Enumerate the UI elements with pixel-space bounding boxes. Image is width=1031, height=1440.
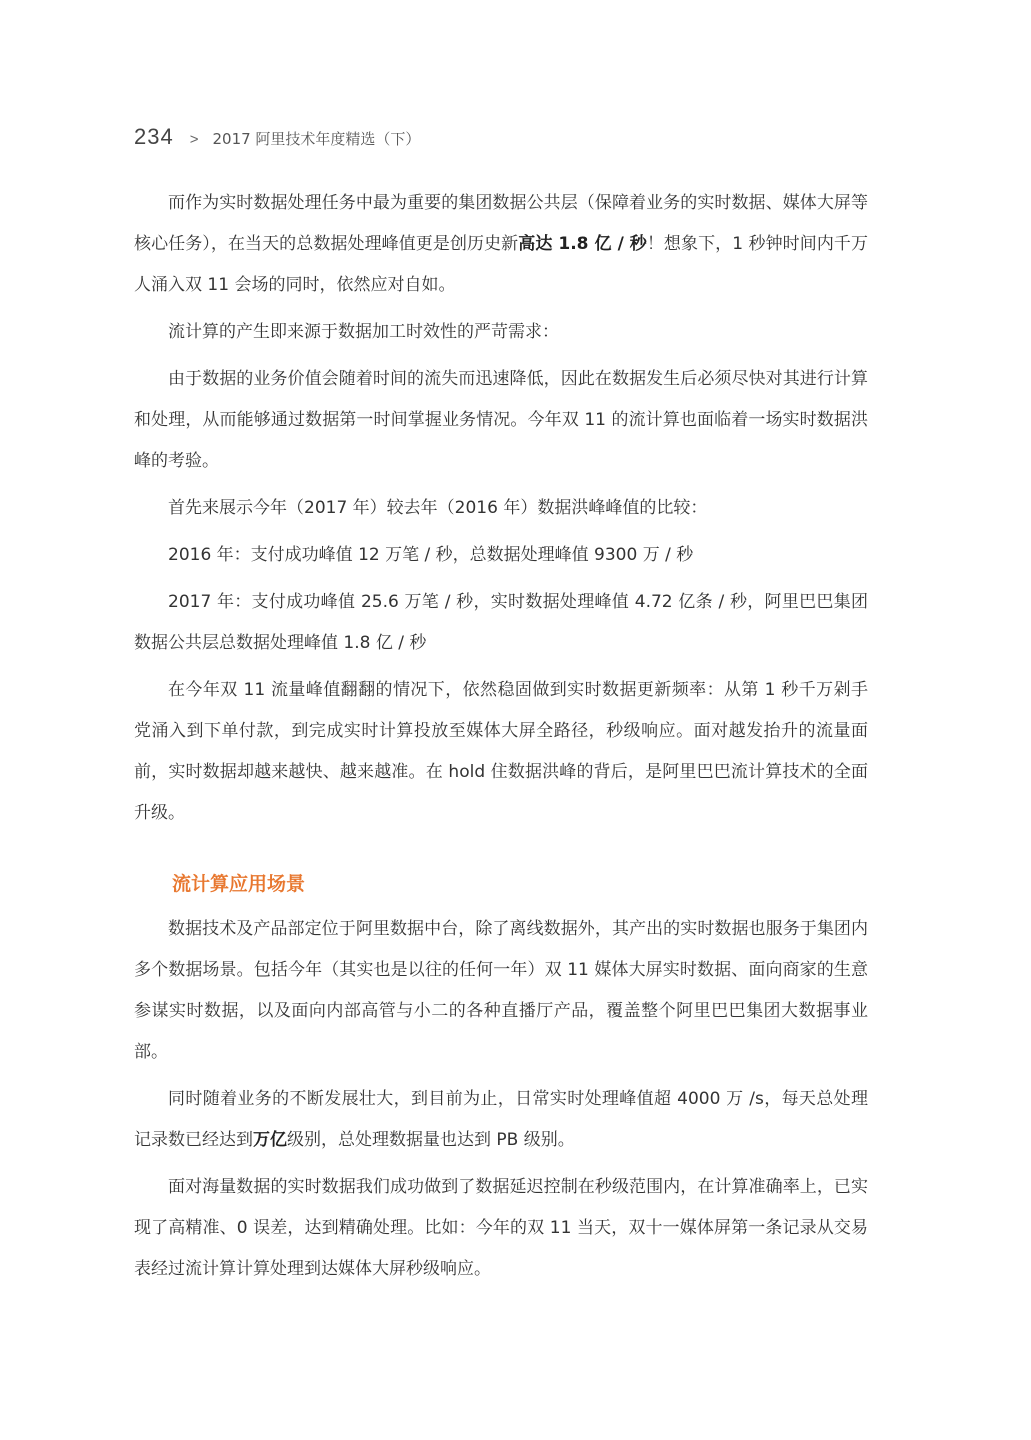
paragraph: 由于数据的业务价值会随着时间的流失而迅速降低，因此在数据发生后必须尽快对其进行计算和处理，从而能够通过数据第一时间掌握业务情况。今年双 11 的流计算也面临着一场实时数据洪峰的考验。 — [134, 369, 868, 471]
paragraph-text: 级别，总处理数据量也达到 PB 级别。 — [287, 1130, 575, 1150]
book-title: 2017 阿里技术年度精选（下） — [212, 130, 421, 148]
paragraph: 面对海量数据的实时数据我们成功做到了数据延迟控制在秒级范围内，在计算准确率上，已实现了高精准、0 误差，达到精确处理。比如：今年的双 11 当天，双十一媒体屏第一条记录从交易表经过流计算计算处理到达媒体大屏秒级响应。 — [134, 1177, 868, 1279]
paragraph-text: 而作为实时数据处理任务中最为重要的集团数据公共层（保障着业务的实时数据、媒体大屏等核心任务），在当天的总数据处理峰值更是创历史新 — [134, 193, 868, 254]
emphasis-peak-rate: 高达 1.8 亿 / 秒 — [518, 234, 647, 254]
paragraph-2016-stats: 2016 年：支付成功峰值 12 万笔 / 秒，总数据处理峰值 9300 万 / 秒 — [168, 545, 694, 565]
paragraph-peak-summary — [134, 183, 868, 306]
page-number: 234 — [134, 124, 174, 149]
body-text — [134, 183, 868, 1296]
section-heading: 流计算应用场景 — [172, 873, 306, 895]
paragraph-text: 同时随着业务的不断发展壮大，到目前为止，日常实时处理峰值超 4000 万 /s，每天总处理记录数已经达到 — [134, 1089, 868, 1150]
paragraph-text: ！想象下，1 秒钟时间内千万人涌入双 11 会场的同时，依然应对自如。 — [134, 234, 868, 295]
paragraph: 首先来展示今年（2017 年）较去年（2016 年）数据洪峰峰值的比较： — [168, 498, 708, 518]
header-separator: > — [189, 131, 199, 148]
emphasis-trillion: 万亿 — [253, 1130, 287, 1150]
paragraph: 流计算的产生即来源于数据加工时效性的严苛需求： — [168, 322, 559, 342]
paragraph-2017-stats: 2017 年：支付成功峰值 25.6 万笔 ∕ 秒，实时数据处理峰值 4.72 亿条 / 秒，阿里巴巴集团数据公共层总数据处理峰值 1.8 亿 / 秒 — [134, 592, 868, 653]
running-header — [134, 124, 420, 154]
paragraph: 数据技术及产品部定位于阿里数据中台，除了离线数据外，其产出的实时数据也服务于集团内多个数据场景。包括今年（其实也是以往的任何一年）双 11 媒体大屏实时数据、面向商家的生意参谋实时数据，以及面向内部高管与小二的各种直播厅产品，覆盖整个阿里巴巴集团大数据事业部。 — [134, 919, 868, 1062]
paragraph-daily-volume — [134, 1079, 868, 1161]
paragraph: 在今年双 11 流量峰值翻翻的情况下，依然稳固做到实时数据更新频率：从第 1 秒千万剁手党涌入到下单付款，到完成实时计算投放至媒体大屏全路径，秒级响应。面对越发抬升的流量面前，实时数据却越来越快、越来越准。在 hold 住数据洪峰的背后，是阿里巴巴流计算技术的全面升级。 — [134, 680, 868, 823]
